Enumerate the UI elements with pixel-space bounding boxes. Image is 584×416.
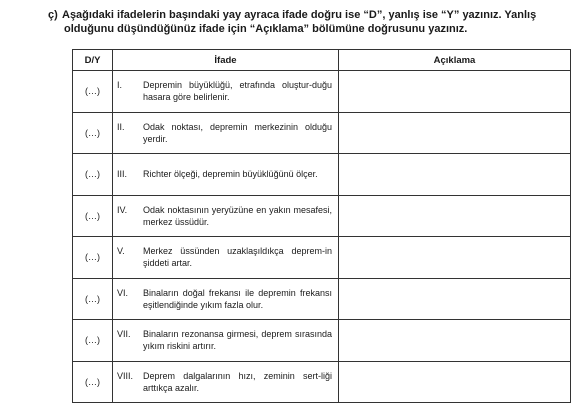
table-row <box>73 361 571 403</box>
statement-number: VI. <box>117 287 129 298</box>
instructions <box>48 8 578 36</box>
header-ifade: İfade <box>113 50 339 71</box>
statement-text: Odak noktasının yeryüzüne en yakın mesafesi, merkez üssüdür. <box>143 204 332 227</box>
table-row <box>73 278 571 320</box>
answer-blank[interactable]: (…) <box>73 71 113 113</box>
explanation-cell[interactable] <box>339 112 571 154</box>
statement-cell <box>113 361 339 403</box>
statement-text: Odak noktası, depremin merkezinin olduğu yerdir. <box>143 121 332 144</box>
statement-text: Deprem dalgalarının hızı, zeminin sert-liği arttıkça azalır. <box>143 370 332 393</box>
statement-number: III. <box>117 169 128 180</box>
statement-cell <box>113 71 339 113</box>
statement-number: IV. <box>117 204 128 215</box>
statement-number: II. <box>117 121 125 132</box>
question-marker: ç) <box>48 9 58 21</box>
answer-blank[interactable]: (…) <box>73 320 113 362</box>
statement-number: VIII. <box>117 370 134 381</box>
statement-text: Richter ölçeği, depremin büyüklüğünü ölçer. <box>143 169 318 180</box>
statement-number: V. <box>117 246 125 257</box>
statement-text: Depremin büyüklüğü, etrafında oluştur-duğu hasara göre belirlenir. <box>143 80 332 103</box>
table-row <box>73 237 571 279</box>
table-row <box>73 195 571 237</box>
answer-blank[interactable]: (…) <box>73 237 113 279</box>
table-row <box>73 154 571 196</box>
statement-number: I. <box>117 80 123 91</box>
statement-cell <box>113 195 339 237</box>
explanation-cell[interactable] <box>339 71 571 113</box>
explanation-cell[interactable] <box>339 320 571 362</box>
explanation-cell[interactable] <box>339 278 571 320</box>
statement-cell <box>113 320 339 362</box>
true-false-table <box>72 49 571 403</box>
statement-text: Binaların doğal frekansı ile depremin frekansı eşitlendiğinde yıkım fazla olur. <box>143 287 332 310</box>
instruction-line-1: Aşağıdaki ifadelerin başındaki yay ayraca ifade doğru ise “D”, yanlış ise “Y” yazınız. Yanlış <box>62 9 537 21</box>
statement-cell <box>113 112 339 154</box>
answer-blank[interactable]: (…) <box>73 154 113 196</box>
table-row <box>73 71 571 113</box>
table-row <box>73 112 571 154</box>
statement-number: VII. <box>117 329 131 340</box>
header-dy: D/Y <box>73 50 113 71</box>
statement-cell <box>113 237 339 279</box>
header-row <box>73 50 571 71</box>
instruction-line-2: olduğunu düşündüğünüz ifade için “Açıklama” bölümüne doğrusunu yazınız. <box>64 23 468 35</box>
explanation-cell[interactable] <box>339 154 571 196</box>
statement-cell <box>113 154 339 196</box>
answer-blank[interactable]: (…) <box>73 278 113 320</box>
explanation-cell[interactable] <box>339 195 571 237</box>
statement-cell <box>113 278 339 320</box>
statement-text: Merkez üssünden uzaklaşıldıkça deprem-in şiddeti artar. <box>143 246 332 269</box>
answer-blank[interactable]: (…) <box>73 195 113 237</box>
explanation-cell[interactable] <box>339 237 571 279</box>
answer-blank[interactable]: (…) <box>73 112 113 154</box>
explanation-cell[interactable] <box>339 361 571 403</box>
statement-text: Binaların rezonansa girmesi, deprem sırasında yıkım riskini artırır. <box>143 329 332 352</box>
table-row <box>73 320 571 362</box>
header-aciklama: Açıklama <box>339 50 571 71</box>
answer-blank[interactable]: (…) <box>73 361 113 403</box>
